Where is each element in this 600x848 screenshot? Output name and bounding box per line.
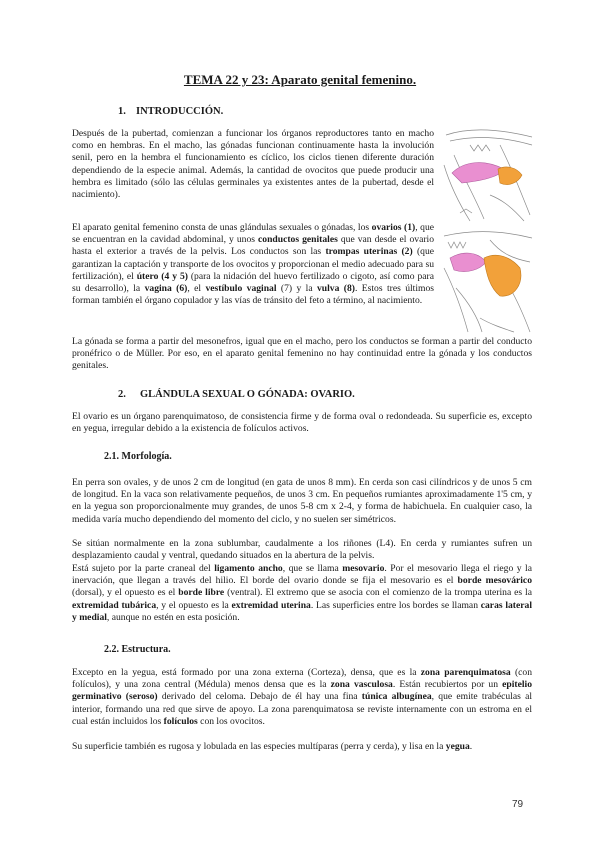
intro-paragraph-1: Después de la pubertad, comienzan a funcionar los órganos reproductores tanto en macho como en hembras. En el macho, las gónadas funcionan continuamente hasta la involución senil, pero en la hembra el funcionamiento es cíclico, los ciclos tienen diferente duración dependiendo de la especie animal. Además, la cantidad de ovocitos que puede producir una hembra es limitado (sólo las células germinales ya existentes antes de la pubertad, desde el nacimiento). bbox=[72, 128, 434, 201]
estructura-paragraph-2: Su superficie también es rugosa y lobulada en las especies multíparas (perra y cerda), y lisa en la yegua. bbox=[72, 741, 473, 752]
section-heading-ovario bbox=[118, 389, 355, 400]
morfologia-paragraph-1: En perra son ovales, y de unos 2 cm de longitud (en gata de unos 8 mm). En cerda son casi cilíndricos y de unos 5 cm de longitud. En la vaca son relativamente pequeños, de unos 3 cm. En pequeños rumiantes aproximadamente 1'5 cm, y en la yegua son proporcionalmente muy grandes, de unos 5-8 cm x 2-4, y forma de habichuela. En cualquier caso, la medida varía mucho dependiendo del momento del ciclo, y no suelen ser simétricos. bbox=[72, 477, 532, 525]
section-heading-text: GLÁNDULA SEXUAL O GÓNADA: OVARIO. bbox=[140, 389, 355, 400]
ovario-paragraph-1: El ovario es un órgano parenquimatoso, de consistencia firme y de forma oval o redondeada. Su superficie es, excepto en yegua, irregular debido a la existencia de folículos activos. bbox=[72, 411, 532, 435]
section-heading-text: INTRODUCCIÓN. bbox=[136, 106, 224, 117]
estructura-paragraph-1: Excepto en la yegua, está formado por una zona externa (Corteza), densa, que es la zona parenquimatosa (con folículos), y una zona central (Médula) menos densa que es la zona vasculosa. Están recubiertos por un epitelio germinativo (seroso) derivado del celoma. Debajo de él hay una fina túnica albugínea, que emite trabéculas al interior, formando una red que sirve de apoyo. La zona parenquimatosa se reviste internamente con un estroma en el cual están incluidos los folículos con los ovocitos. bbox=[72, 667, 533, 727]
anatomy-figure-bottom bbox=[440, 228, 536, 334]
section-number: 1. bbox=[118, 106, 126, 117]
section-number: 2. bbox=[118, 389, 126, 400]
anatomy-figure-top bbox=[440, 125, 536, 225]
subsection-heading-morfologia: 2.1. Morfología. bbox=[104, 451, 172, 462]
page-title: TEMA 22 y 23: Aparato genital femenino. bbox=[183, 72, 417, 87]
intro-paragraph-3: La gónada se forma a partir del mesonefros, igual que en el macho, pero los conductos se forman a partir del conducto pronéfrico o de Müller. Por eso, en el aparato genital femenino no hay continuidad entre la gónada y los conductos genitales. bbox=[72, 336, 532, 372]
intro-paragraph-2: El aparato genital femenino consta de unas glándulas sexuales o gónadas, los ovarios (1), que se encuentran en la cavidad abdominal, y unos conductos genitales que van desde el ovario hasta el exterior a través de la pelvis. Los conductos son las trompas uterinas (2) (que garantizan la captación y transporte de los ovocitos y proporcionan el medio adecuado para su fertilización), el útero (4 y 5) (para la nidación del huevo fertilizado o cigoto, así como para su desarrollo), la vagina (6), el vestíbulo vaginal (7) y la vulva (8). Estos tres últimos forman también el órgano copulador y las vías de tránsito del feto a término, al nacimiento. bbox=[72, 222, 435, 307]
page-number: 79 bbox=[512, 799, 524, 810]
section-heading-introduccion bbox=[118, 106, 223, 117]
morfologia-paragraph-3: Está sujeto por la parte craneal del ligamento ancho, que se llama mesovario. Por el mesovario llega el riego y la inervación, que llegan a través del hilio. El borde del ovario donde se fija el mesovario es el borde mesovárico (dorsal), y el opuesto es el borde libre (ventral). El extremo que se asocia con el comienzo de la trompa uterina es la extremidad tubárica, y el opuesto es la extremidad uterina. Las superficies entre los bordes se llaman caras lateral y medial, aunque no estén en esta posición. bbox=[72, 563, 532, 623]
morfologia-paragraph-2: Se sitúan normalmente en la zona sublumbar, caudalmente a los riñones (L4). En cerda y rumiantes sufren un desplazamiento caudal y ventral, quedando situados en la abertura de la pelvis. bbox=[72, 538, 532, 562]
subsection-heading-estructura: 2.2. Estructura. bbox=[104, 644, 171, 655]
